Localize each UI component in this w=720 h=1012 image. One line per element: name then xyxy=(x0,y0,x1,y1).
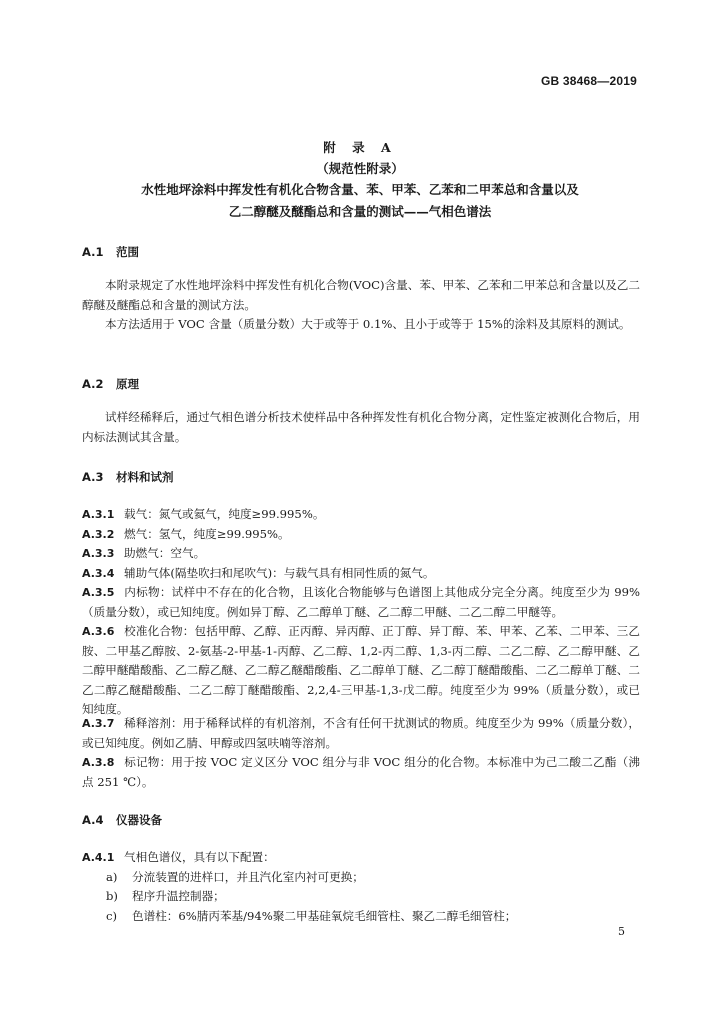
list-item-label: a) xyxy=(106,870,118,884)
section-heading-a2 xyxy=(82,376,139,392)
section-title: 原理 xyxy=(116,377,139,391)
list-item-text: 程序升温控制器； xyxy=(132,889,225,903)
section-number: A.3 xyxy=(82,470,104,484)
clause-a3-7 xyxy=(82,714,640,753)
list-item xyxy=(106,887,646,907)
clause-a3-5 xyxy=(82,583,640,622)
clause-number: A.3.4 xyxy=(82,567,115,580)
clause-number: A.3.6 xyxy=(82,625,115,638)
clause-number: A.3.7 xyxy=(82,717,115,730)
list-item-label: b) xyxy=(106,889,118,903)
clause-text: 辅助气体(隔垫吹扫和尾吹气)：与载气具有相同性质的氮气。 xyxy=(124,566,435,580)
annex-title: 附 录 A xyxy=(323,140,397,155)
clause-number: A.3.5 xyxy=(82,586,115,599)
clause-number: A.3.3 xyxy=(82,547,115,560)
standard-code: GB 38468—2019 xyxy=(541,74,637,88)
clause-text: 稀释溶剂：用于稀释试样的有机溶剂，不含有任何干扰测试的物质。纯度至少为 99%（质量分数），或已知纯度。例如乙腈、甲醇或四氢呋喃等溶剂。 xyxy=(82,716,640,750)
clause-a3-8 xyxy=(82,753,640,792)
clause-a3-2 xyxy=(82,525,640,545)
paragraph: 试样经稀释后，通过气相色谱分析技术使样品中各种挥发性有机化合物分离，定性鉴定被测化合物后，用内标法测试其含量。 xyxy=(82,410,640,444)
clause-a3-4 xyxy=(82,564,640,584)
clause-number: A.3.2 xyxy=(82,528,115,541)
annex-main-title-line1: 水性地坪涂料中挥发性有机化合物含量、苯、甲苯、乙苯和二甲苯总和含量以及 xyxy=(141,182,579,197)
clause-text: 校准化合物：包括甲醇、乙醇、正丙醇、异丙醇、正丁醇、异丁醇、苯、甲苯、乙苯、二甲苯、三乙胺、二甲基乙醇胺、2-氨基-2-甲基-1-丙醇、乙二醇、1,2-丙二醇、1,3-丙二醇、二乙二醇、乙二醇甲醚、乙二醇甲醚醋酸酯、乙二醇乙醚、乙二醇乙醚醋酸酯、乙二醇单丁醚、乙二醇丁醚醋酸酯、二乙二醇单丁醚、二乙二醇乙醚醋酸酯、二乙二醇丁醚醋酸酯、2,2,4-三甲基-1,3-戊二醇。纯度至少为 99%（质量分数），或已知纯度。 xyxy=(82,624,640,716)
clause-text: 内标物：试样中不存在的化合物，且该化合物能够与色谱图上其他成分完全分离。纯度至少为 99%（质量分数），或已知纯度。例如异丁醇、乙二醇单丁醚、乙二醇二甲醚、二乙二醇二甲醚等。 xyxy=(82,585,640,619)
annex-subtitle: （规范性附录） xyxy=(316,161,404,176)
list-item-text: 色谱柱：6%腈丙苯基/94%聚二甲基硅氧烷毛细管柱、聚乙二醇毛细管柱； xyxy=(132,909,517,923)
clause-text: 燃气：氢气，纯度≥99.995%。 xyxy=(124,527,290,541)
list-item-label: c) xyxy=(106,909,118,923)
section-heading-a4 xyxy=(82,812,162,828)
section-title: 材料和试剂 xyxy=(116,470,174,484)
section-number: A.4 xyxy=(82,813,104,827)
list-item-text: 分流装置的进样口，并且汽化室内衬可更换； xyxy=(132,870,364,884)
clause-text: 载气：氮气或氦气，纯度≥99.995%。 xyxy=(124,507,325,521)
page-number: 5 xyxy=(618,925,625,938)
clause-number: A.4.1 xyxy=(82,851,115,864)
section-title: 仪器设备 xyxy=(116,813,162,827)
section-title: 范围 xyxy=(116,245,139,259)
section-heading-a3 xyxy=(82,469,174,485)
clause-number: A.3.8 xyxy=(82,756,115,769)
annex-main-title-line2: 乙二醇醚及醚酯总和含量的测试——气相色谱法 xyxy=(228,204,492,219)
clause-a3-3 xyxy=(82,544,640,564)
paragraph: 本方法适用于 VOC 含量（质量分数）大于或等于 0.1%、且小于或等于 15%的涂料及其原料的测试。 xyxy=(105,317,631,331)
section-number: A.1 xyxy=(82,245,104,259)
list-item xyxy=(106,868,646,888)
section-heading-a1 xyxy=(82,244,139,260)
clause-number: A.3.1 xyxy=(82,508,115,521)
clause-a4-1 xyxy=(82,848,640,868)
list-item xyxy=(106,907,646,927)
clause-text: 气相色谱仪，具有以下配置： xyxy=(124,850,275,864)
clause-a3-6 xyxy=(82,622,640,720)
clause-a3-1 xyxy=(82,505,640,525)
section-number: A.2 xyxy=(82,377,104,391)
clause-text: 助燃气：空气。 xyxy=(124,546,206,560)
paragraph: 本附录规定了水性地坪涂料中挥发性有机化合物(VOC)含量、苯、甲苯、乙苯和二甲苯总和含量以及乙二醇醚及醚酯总和含量的测试方法。 xyxy=(82,278,640,312)
clause-text: 标记物：用于按 VOC 定义区分 VOC 组分与非 VOC 组分的化合物。本标准中为己二酸二乙酯（沸点 251 ℃）。 xyxy=(82,755,640,789)
